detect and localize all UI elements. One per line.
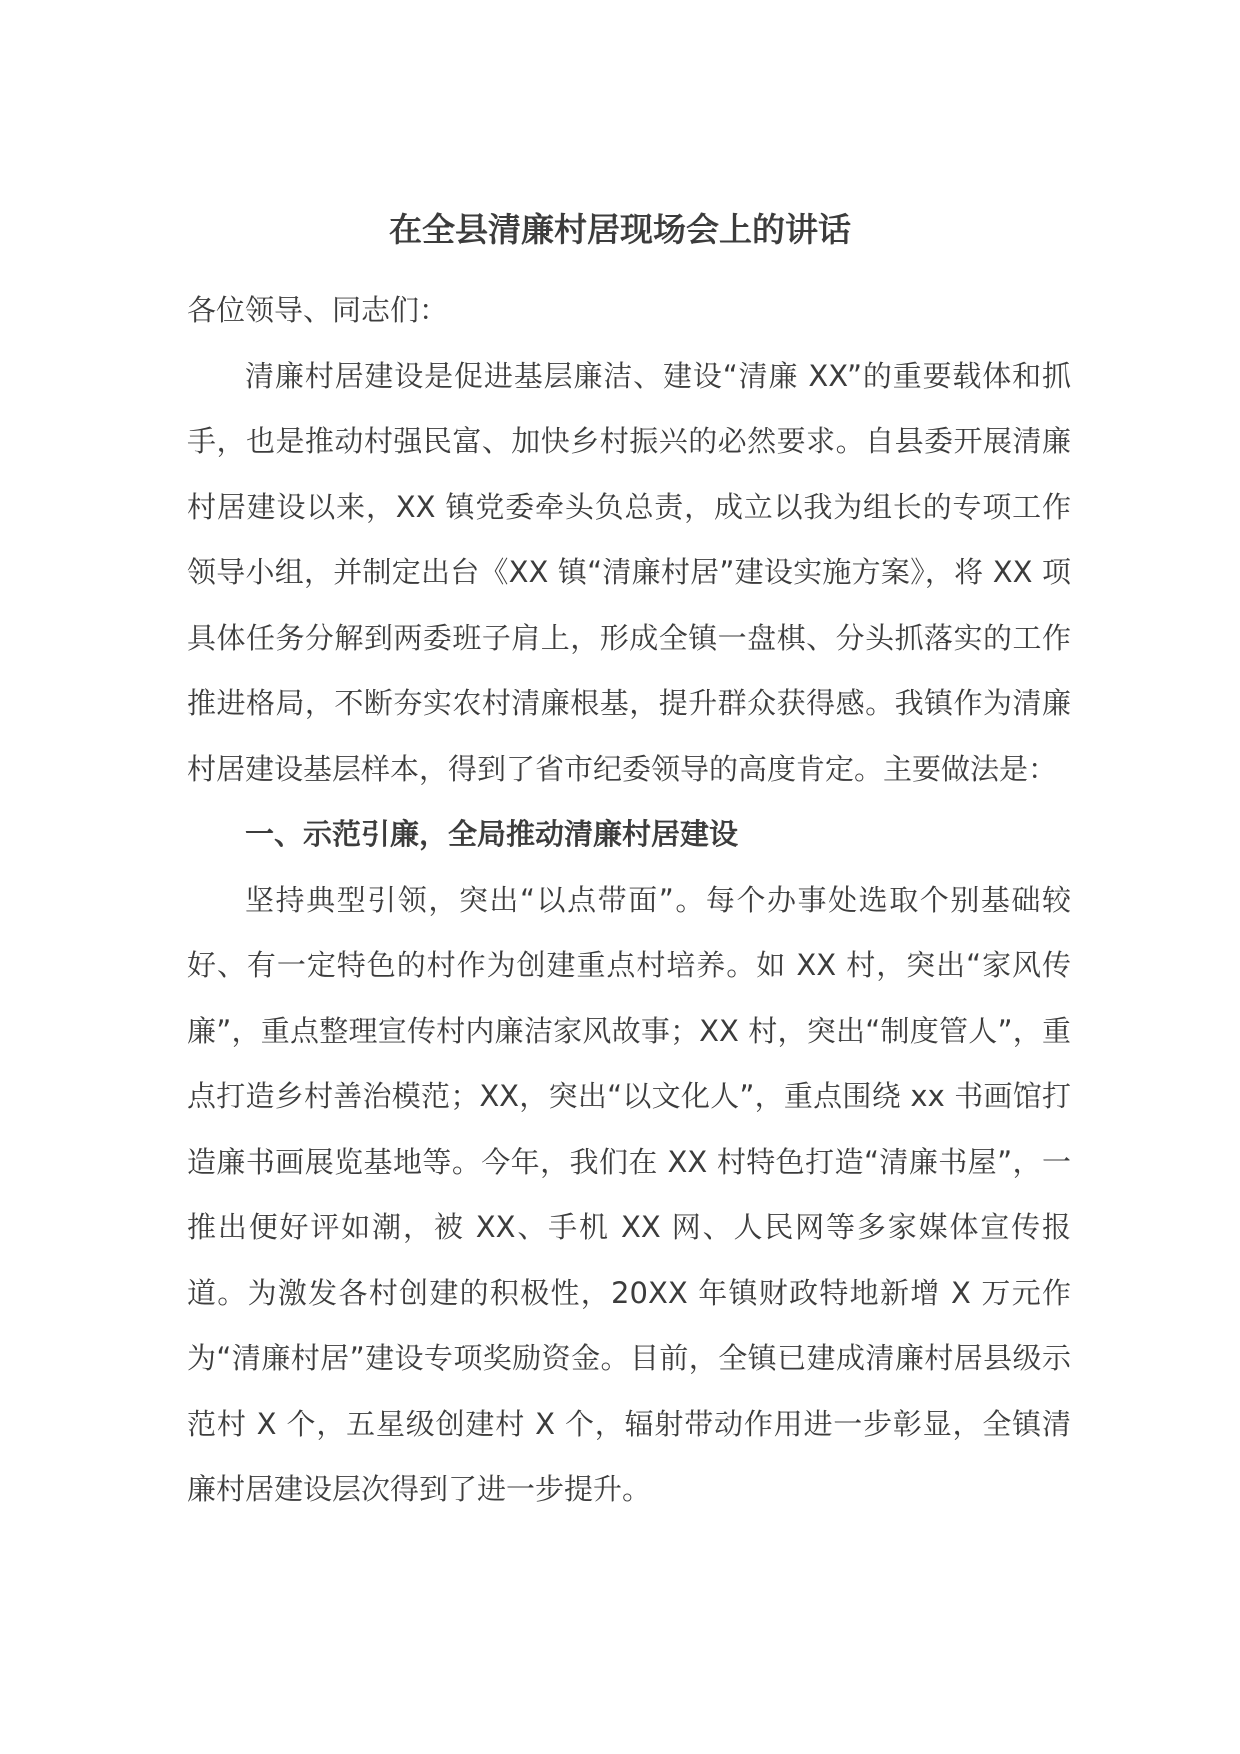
document-body: [187, 278, 1071, 1523]
paragraph-intro: 清廉村居建设是促进基层廉洁、建设“清廉 XX”的重要载体和抓手，也是推动村强民富、加快乡村振兴的必然要求。自县委开展清廉村居建设以来，XX 镇党委牵头负总责，成立以我为组长的专项工作领导小组，并制定出台《XX 镇“清廉村居”建设实施方案》，将 XX 项具体任务分解到两委班子肩上，形成全镇一盘棋、分头抓落实的工作推进格局，不断夯实农村清廉根基，提升群众获得感。我镇作为清廉村居建设基层样本，得到了省市纪委领导的高度肯定。主要做法是：: [187, 358, 1071, 786]
section-heading: 一、示范引廉，全局推动清廉村居建设: [245, 817, 739, 851]
paragraph-section-1: 坚持典型引领，突出“以点带面”。每个办事处选取个别基础较好、有一定特色的村作为创建重点村培养。如 XX 村，突出“家风传廉”，重点整理宣传村内廉洁家风故事；XX 村，突出“制度管人”，重点打造乡村善治模范；XX，突出“以文化人”，重点围绕 xx 书画馆打造廉书画展览基地等。今年，我们在 XX 村特色打造“清廉书屋”，一推出便好评如潮，被 XX、手机 XX 网、人民网等多家媒体宣传报道。为激发各村创建的积极性，20XX 年镇财政特地新增 X 万元作为“清廉村居”建设专项奖励资金。目前，全镇已建成清廉村居县级示范村 X 个，五星级创建村 X 个，辐射带动作用进一步彰显，全镇清廉村居建设层次得到了进一步提升。: [187, 882, 1071, 1506]
salutation: 各位领导、同志们：: [187, 293, 449, 327]
document-title: 在全县清廉村居现场会上的讲话: [389, 210, 851, 249]
